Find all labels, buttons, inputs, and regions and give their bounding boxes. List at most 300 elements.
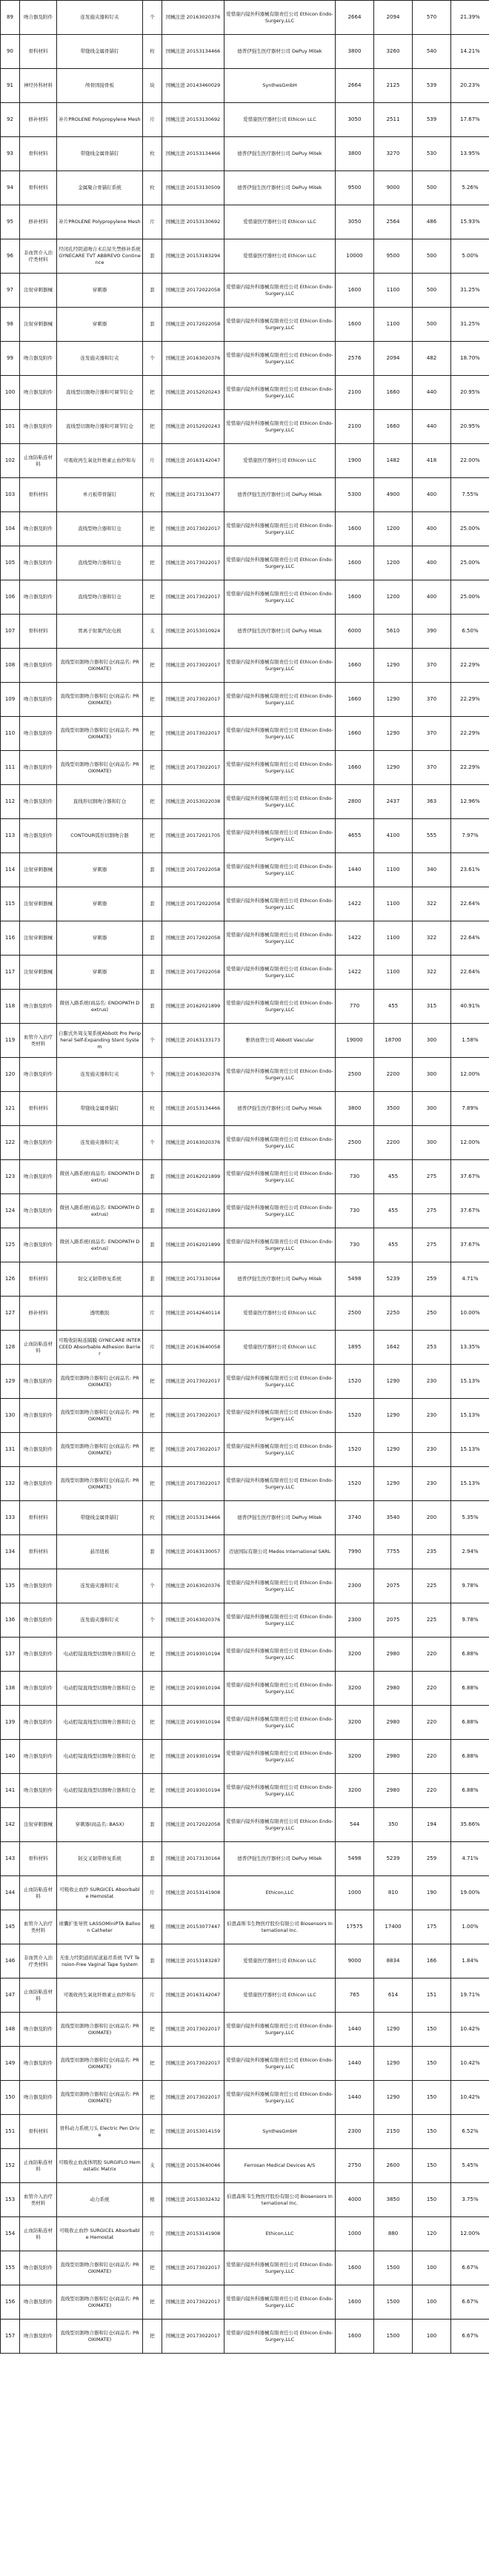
reduction-amount-cell: 300 [413,1092,451,1126]
base-price-cell: 1600 [336,580,374,615]
reduction-amount-cell: 440 [413,410,451,444]
unit-cell: 套 [143,1808,162,1842]
reduction-rate-cell: 1.58% [451,1024,489,1058]
seq-cell: 94 [1,171,20,205]
bid-price-cell: 1290 [374,751,413,785]
product-name-cell: 补片PROLENE Polypropylene Mesh [57,205,143,239]
product-name-cell: 自膨式外周支架系统Abbott Pro Peripheral Self-Expanding Stent System [57,1024,143,1058]
manufacturer-cell: 爱惜康内镜外科器械有限责任公司 Ethicon Endo-Surgery,LLC [224,717,336,751]
reduction-rate-cell: 22.29% [451,717,489,751]
seq-cell: 146 [1,1944,20,1979]
registration-cell: 国械注进 20153130692 [162,205,224,239]
table-row [1,1365,489,1399]
registration-cell: 国械注进 20172022058 [162,274,224,308]
reduction-amount-cell: 275 [413,1194,451,1228]
seq-cell: 139 [1,1706,20,1740]
reduction-rate-cell: 6.88% [451,1672,489,1706]
reduction-rate-cell: 25.00% [451,512,489,546]
reduction-amount-cell: 540 [413,35,451,69]
reduction-rate-cell: 40.91% [451,990,489,1024]
unit-cell: 套 [143,239,162,274]
table-row [1,1944,489,1979]
bid-price-cell: 4900 [374,478,413,512]
bid-price-cell: 8834 [374,1944,413,1979]
product-name-cell: 带缝线金属骨锚钉 [57,137,143,171]
reduction-rate-cell: 15.93% [451,205,489,239]
product-name-cell: 可吸收再生氧化纤维素止血纱和布 [57,1979,143,2013]
reduction-amount-cell: 322 [413,887,451,921]
reduction-rate-cell: 12.96% [451,785,489,819]
base-price-cell: 1422 [336,956,374,990]
table-row [1,342,489,376]
reduction-amount-cell: 150 [413,2013,451,2047]
category-cell: 吻合器及附件 [20,2047,57,2081]
reduction-rate-cell: 5.26% [451,171,489,205]
reduction-amount-cell: 322 [413,921,451,956]
base-price-cell: 2300 [336,1603,374,1638]
reduction-amount-cell: 220 [413,1638,451,1672]
unit-cell: 把 [143,1638,162,1672]
bid-price-cell: 350 [374,1808,413,1842]
table-row [1,956,489,990]
reduction-amount-cell: 259 [413,1262,451,1297]
registration-cell: 国械注进 20172022058 [162,853,224,887]
table-row [1,1808,489,1842]
registration-cell: 国械注进 20163640058 [162,1331,224,1365]
category-cell: 吻合器及附件 [20,990,57,1024]
seq-cell: 103 [1,478,20,512]
registration-cell: 国械注进 20153130509 [162,171,224,205]
seq-cell: 130 [1,1399,20,1433]
seq-cell: 152 [1,2149,20,2183]
unit-cell: 个 [143,1024,162,1058]
bid-price-cell: 1500 [374,2320,413,2354]
registration-cell: 国械注进 20153134466 [162,1092,224,1126]
base-price-cell: 7990 [336,1535,374,1569]
manufacturer-cell: 爱惜康医疗器材公司 Ethicon LLC [224,444,336,478]
category-cell: 修补材料 [20,103,57,137]
bid-price-cell: 2600 [374,2149,413,2183]
unit-cell: 枚 [143,1501,162,1535]
product-name-cell: 微创入路系统(商品名: ENDOPATH Dextrus) [57,990,143,1024]
seq-cell: 113 [1,819,20,853]
bid-price-cell: 2980 [374,1740,413,1774]
bid-price-cell: 1100 [374,921,413,956]
product-name-cell: 悬吊纽板 [57,1535,143,1569]
base-price-cell: 5300 [336,478,374,512]
seq-cell: 93 [1,137,20,171]
manufacturer-cell: 爱惜康内镜外科器械有限责任公司 Ethicon Endo-Surgery,LLC [224,342,336,376]
manufacturer-cell: 爱惜康内镜外科器械有限责任公司 Ethicon Endo-Surgery,LLC [224,2013,336,2047]
reduction-rate-cell: 10.00% [451,1297,489,1331]
table-row [1,2320,489,2354]
unit-cell: 套 [143,853,162,887]
bid-price-cell: 614 [374,1979,413,2013]
table-row [1,410,489,444]
reduction-rate-cell: 6.88% [451,1638,489,1672]
unit-cell: 套 [143,1160,162,1194]
bid-price-cell: 1100 [374,274,413,308]
product-name-cell: 直线型切割吻合器和可调节钉仓 [57,376,143,410]
product-name-cell: 连发施夹器和钉夹 [57,1569,143,1603]
base-price-cell: 4655 [336,819,374,853]
seq-cell: 97 [1,274,20,308]
unit-cell: 把 [143,1706,162,1740]
table-row [1,1638,489,1672]
unit-cell: 把 [143,2081,162,2115]
reduction-rate-cell: 22.29% [451,751,489,785]
manufacturer-cell: 爱惜康内镜外科器械有限责任公司 Ethicon Endo-Surgery,LLC [224,2285,336,2320]
registration-cell: 国械注进 20153130692 [162,103,224,137]
reduction-rate-cell: 25.00% [451,580,489,615]
manufacturer-cell: 爱惜康内镜外科器械有限责任公司 Ethicon Endo-Surgery,LLC [224,1160,336,1194]
registration-cell: 国械注进 20153141908 [162,1876,224,1910]
unit-cell: 个 [143,1603,162,1638]
registration-cell: 国械注进 20153134466 [162,35,224,69]
product-name-cell: 穿刺器 [57,921,143,956]
seq-cell: 120 [1,1058,20,1092]
reduction-rate-cell: 5.35% [451,1501,489,1535]
base-price-cell: 2750 [336,2149,374,2183]
category-cell: 非血管介入治疗类材料 [20,239,57,274]
table-row [1,376,489,410]
manufacturer-cell: 爱惜康内镜外科器械有限责任公司 Ethicon Endo-Surgery,LLC [224,751,336,785]
manufacturer-cell: 爱惜康内镜外科器械有限责任公司 Ethicon Endo-Surgery,LLC [224,1228,336,1262]
reduction-rate-cell: 6.88% [451,1740,489,1774]
table-row [1,69,489,103]
manufacturer-cell: 迈迪国际有限公司 Medos International SARL [224,1535,336,1569]
seq-cell: 109 [1,683,20,717]
category-cell: 吻合器及附件 [20,2320,57,2354]
manufacturer-cell: 爱惜康医疗器材公司 Ethicon LLC [224,1944,336,1979]
unit-cell: 根 [143,2183,162,2217]
registration-cell: 国械注进 20172022058 [162,921,224,956]
manufacturer-cell: 德普伊强生医疗器材公司 DePuy Mitek [224,171,336,205]
bid-price-cell: 3270 [374,137,413,171]
manufacturer-cell: 德普伊强生医疗器材公司 DePuy Mitek [224,1501,336,1535]
product-name-cell: 可吸收止血纱 SURGICEL Absorbable Hemostat [57,2217,143,2251]
base-price-cell: 17575 [336,1910,374,1944]
table-row [1,1467,489,1501]
table-row [1,308,489,342]
unit-cell: 套 [143,308,162,342]
category-cell: 吻合器及附件 [20,2251,57,2285]
product-name-cell: 韧交叉韧带修复系统 [57,1842,143,1876]
seq-cell: 89 [1,1,20,35]
base-price-cell: 5498 [336,1842,374,1876]
category-cell: 吻合器及附件 [20,1058,57,1092]
reduction-rate-cell: 19.71% [451,1979,489,2013]
registration-cell: 国械注进 20193010194 [162,1774,224,1808]
base-price-cell: 730 [336,1194,374,1228]
reduction-rate-cell: 12.00% [451,1126,489,1160]
unit-cell: 枚 [143,137,162,171]
base-price-cell: 2100 [336,376,374,410]
reduction-rate-cell: 20.95% [451,410,489,444]
base-price-cell: 10000 [336,239,374,274]
reduction-amount-cell: 200 [413,1501,451,1535]
registration-cell: 国械注进 20173022017 [162,649,224,683]
base-price-cell: 1900 [336,444,374,478]
seq-cell: 148 [1,2013,20,2047]
table-row [1,1603,489,1638]
product-name-cell: 直线型吻合器和钉仓 [57,512,143,546]
registration-cell: 国械注进 20173022017 [162,2251,224,2285]
product-name-cell: 电动腔镜直线型切割吻合器和钉仓 [57,1638,143,1672]
product-name-cell: CONTOUR弧形切割吻合器 [57,819,143,853]
base-price-cell: 1000 [336,1876,374,1910]
base-price-cell: 3200 [336,1638,374,1672]
table-row [1,1,489,35]
seq-cell: 101 [1,410,20,444]
category-cell: 吻合器及附件 [20,1774,57,1808]
bid-price-cell: 2150 [374,2115,413,2149]
manufacturer-cell: 德普伊强生医疗器材公司 DePuy Mitek [224,1262,336,1297]
registration-cell: 国械注进 20163130057 [162,1535,224,1569]
bid-price-cell: 455 [374,1160,413,1194]
table-row [1,580,489,615]
reduction-amount-cell: 230 [413,1433,451,1467]
base-price-cell: 2300 [336,1569,374,1603]
seq-cell: 92 [1,103,20,137]
seq-cell: 125 [1,1228,20,1262]
unit-cell: 把 [143,1433,162,1467]
category-cell: 吻合器及附件 [20,1706,57,1740]
bid-price-cell: 2094 [374,342,413,376]
base-price-cell: 1600 [336,308,374,342]
category-cell: 吻合器及附件 [20,785,57,819]
product-name-cell: 微创入路系统(商品名: ENDOPATH Dextrus) [57,1194,143,1228]
reduction-amount-cell: 418 [413,444,451,478]
base-price-cell: 1660 [336,717,374,751]
table-row [1,239,489,274]
seq-cell: 137 [1,1638,20,1672]
product-name-cell: 连发施夹器和钉夹 [57,342,143,376]
bid-price-cell: 2075 [374,1569,413,1603]
category-cell: 骨科材料 [20,1842,57,1876]
reduction-rate-cell: 7.55% [451,478,489,512]
registration-cell: 国械注进 20153022038 [162,785,224,819]
table-row [1,1501,489,1535]
reduction-amount-cell: 530 [413,137,451,171]
bid-price-cell: 1500 [374,2251,413,2285]
unit-cell: 把 [143,2320,162,2354]
base-price-cell: 3200 [336,1706,374,1740]
manufacturer-cell: 爱惜康医疗器材公司 Ethicon LLC [224,239,336,274]
bid-price-cell: 1642 [374,1331,413,1365]
base-price-cell: 1660 [336,683,374,717]
reduction-rate-cell: 37.67% [451,1228,489,1262]
bid-price-cell: 1100 [374,308,413,342]
category-cell: 吻合器及附件 [20,2285,57,2320]
manufacturer-cell: 爱惜康内镜外科器械有限责任公司 Ethicon Endo-Surgery,LLC [224,1740,336,1774]
unit-cell: 套 [143,990,162,1024]
reduction-rate-cell: 35.66% [451,1808,489,1842]
unit-cell: 把 [143,2115,162,2149]
unit-cell: 把 [143,546,162,580]
table-row [1,751,489,785]
base-price-cell: 2500 [336,1126,374,1160]
product-name-cell: 带缝线金属骨锚钉 [57,35,143,69]
manufacturer-cell: 雅培血管公司 Abbott Vascular [224,1024,336,1058]
reduction-rate-cell: 25.00% [451,546,489,580]
product-name-cell: 直线型切割吻合器和钉仓(商品名: PROXIMATE) [57,1467,143,1501]
seq-cell: 124 [1,1194,20,1228]
category-cell: 骨科材料 [20,1501,57,1535]
product-name-cell: 直线型切割吻合器和钉仓(商品名: PROXIMATE) [57,2013,143,2047]
seq-cell: 115 [1,887,20,921]
registration-cell: 国械注进 20152020243 [162,376,224,410]
unit-cell: 枚 [143,35,162,69]
table-row [1,2217,489,2251]
category-cell: 止血防粘连材料 [20,2149,57,2183]
bid-price-cell: 5239 [374,1262,413,1297]
category-cell: 修补材料 [20,205,57,239]
unit-cell: 套 [143,1535,162,1569]
bid-price-cell: 1200 [374,546,413,580]
base-price-cell: 9500 [336,171,374,205]
unit-cell: 把 [143,1740,162,1774]
reduction-amount-cell: 150 [413,2047,451,2081]
category-cell: 吻合器及附件 [20,1638,57,1672]
category-cell: 止血防粘连材料 [20,444,57,478]
product-name-cell: 连发施夹器和钉夹 [57,1,143,35]
product-name-cell: 直线型切割吻合器和钉仓(商品名: PROXIMATE) [57,1399,143,1433]
base-price-cell: 1600 [336,546,374,580]
registration-cell: 国械注进 20173130164 [162,1842,224,1876]
seq-cell: 136 [1,1603,20,1638]
manufacturer-cell: 德普伊强生医疗器材公司 DePuy Mitek [224,478,336,512]
seq-cell: 121 [1,1092,20,1126]
unit-cell: 套 [143,956,162,990]
unit-cell: 枚 [143,1092,162,1126]
unit-cell: 把 [143,410,162,444]
category-cell: 骨科材料 [20,35,57,69]
reduction-amount-cell: 370 [413,649,451,683]
unit-cell: 片 [143,103,162,137]
table-row [1,1331,489,1365]
base-price-cell: 770 [336,990,374,1024]
product-name-cell: 电动腔镜直线型切割吻合器和钉仓 [57,1706,143,1740]
manufacturer-cell: 爱惜康内镜外科器械有限责任公司 Ethicon Endo-Surgery,LLC [224,990,336,1024]
category-cell: 吻合器及附件 [20,546,57,580]
category-cell: 吻合器及附件 [20,376,57,410]
table-row [1,1194,489,1228]
reduction-amount-cell: 230 [413,1467,451,1501]
reduction-amount-cell: 220 [413,1740,451,1774]
reduction-amount-cell: 400 [413,546,451,580]
base-price-cell: 1422 [336,887,374,921]
registration-cell: 国械注进 20173130164 [162,1262,224,1297]
seq-cell: 96 [1,239,20,274]
reduction-amount-cell: 190 [413,1876,451,1910]
registration-cell: 国械注进 20163020376 [162,342,224,376]
category-cell: 非血管介入治疗类材料 [20,1944,57,1979]
reduction-amount-cell: 370 [413,683,451,717]
reduction-amount-cell: 539 [413,69,451,103]
bid-price-cell: 1290 [374,717,413,751]
reduction-amount-cell: 275 [413,1160,451,1194]
manufacturer-cell: 爱惜康医疗器材公司 Ethicon LLC [224,205,336,239]
table-row [1,1740,489,1774]
registration-cell: 国械注进 20173022017 [162,1365,224,1399]
category-cell: 骨科材料 [20,615,57,649]
reduction-rate-cell: 22.00% [451,444,489,478]
seq-cell: 100 [1,376,20,410]
seq-cell: 111 [1,751,20,785]
bid-price-cell: 1660 [374,410,413,444]
table-row [1,1399,489,1433]
table-row [1,546,489,580]
bid-price-cell: 4100 [374,819,413,853]
reduction-rate-cell: 17.67% [451,103,489,137]
reduction-rate-cell: 10.42% [451,2081,489,2115]
registration-cell: 国械注进 20173022017 [162,580,224,615]
base-price-cell: 1600 [336,512,374,546]
product-name-cell: 韧交叉韧带修复系统 [57,1262,143,1297]
seq-cell: 114 [1,853,20,887]
manufacturer-cell: SynthesGmbH [224,69,336,103]
base-price-cell: 1440 [336,853,374,887]
category-cell: 吻合器及附件 [20,1399,57,1433]
seq-cell: 142 [1,1808,20,1842]
unit-cell: 把 [143,376,162,410]
category-cell: 吻合器及附件 [20,1228,57,1262]
reduction-rate-cell: 4.71% [451,1262,489,1297]
bid-price-cell: 1200 [374,580,413,615]
reduction-amount-cell: 370 [413,751,451,785]
product-name-cell: 穿刺器 [57,308,143,342]
category-cell: 止血防粘连材料 [20,2217,57,2251]
table-row [1,649,489,683]
table-row [1,1433,489,1467]
manufacturer-cell: 爱惜康内镜外科器械有限责任公司 Ethicon Endo-Surgery,LLC [224,1433,336,1467]
reduction-amount-cell: 500 [413,274,451,308]
registration-cell: 国械注进 20173022017 [162,2047,224,2081]
table-body [1,1,489,2354]
category-cell: 注射穿刺器械 [20,274,57,308]
product-name-cell: 单刃板带骨锚钉 [57,478,143,512]
seq-cell: 144 [1,1876,20,1910]
product-name-cell: 直线型切割吻合器和钉仓(商品名: PROXIMATE) [57,683,143,717]
registration-cell: 国械注进 20173022017 [162,1433,224,1467]
base-price-cell: 3050 [336,205,374,239]
reduction-amount-cell: 100 [413,2251,451,2285]
unit-cell: 把 [143,717,162,751]
seq-cell: 104 [1,512,20,546]
category-cell: 吻合器及附件 [20,2081,57,2115]
seq-cell: 105 [1,546,20,580]
base-price-cell: 3740 [336,1501,374,1535]
seq-cell: 141 [1,1774,20,1808]
reduction-amount-cell: 150 [413,2081,451,2115]
seq-cell: 123 [1,1160,20,1194]
registration-cell: 国械注进 20173022017 [162,1467,224,1501]
reduction-rate-cell: 19.00% [451,1876,489,1910]
bid-price-cell: 17400 [374,1910,413,1944]
unit-cell: 片 [143,205,162,239]
bid-price-cell: 5239 [374,1842,413,1876]
reduction-amount-cell: 225 [413,1569,451,1603]
reduction-amount-cell: 175 [413,1910,451,1944]
table-row [1,274,489,308]
reduction-rate-cell: 6.88% [451,1774,489,1808]
unit-cell: 把 [143,1467,162,1501]
product-name-cell: 直线型吻合器和钉仓 [57,580,143,615]
category-cell: 神经外科材料 [20,69,57,103]
manufacturer-cell: 伯恩森斯韦生物医疗股份有限公司 Biosensors International Inc. [224,1910,336,1944]
seq-cell: 147 [1,1979,20,2013]
